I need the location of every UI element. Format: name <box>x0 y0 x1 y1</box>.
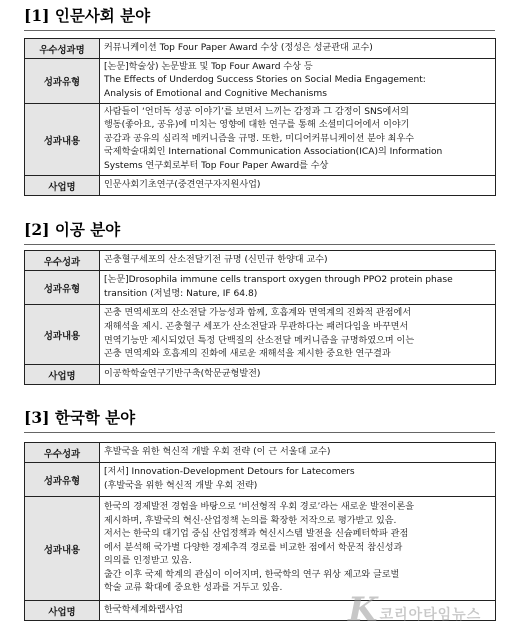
table-row <box>25 443 496 463</box>
section-title: [3] 한국학 분야 <box>24 408 136 427</box>
value-line: Systems 연구회로부터 Top Four Paper Award를 수상 <box>104 160 329 171</box>
value-line: 한국의 경제발전 경험을 바탕으로 ‘비선형적 우회 경로’라는 새로운 발전이론을 <box>104 501 415 512</box>
table-row <box>25 104 496 176</box>
value-line: 곤충 면역계와 호흡계의 진화에 새로운 재해석을 제시한 중요한 연구결과 <box>104 349 391 360</box>
row-value <box>100 463 496 497</box>
section-divider <box>24 432 495 433</box>
table-row <box>25 497 496 601</box>
value-line: The Effects of Underdog Success Stories on Social Media Engagement: <box>104 75 426 86</box>
row-value <box>100 305 496 365</box>
table-row <box>25 463 496 497</box>
row-value <box>100 104 496 176</box>
value-line: [논문]학술상) 논문발표 및 Top Four Award 수상 등 <box>104 61 313 72</box>
value-line: 재해석을 제시. 곤충혈구 세포가 산소전달과 무관하다는 패러다임을 바꾸면서 <box>104 321 409 332</box>
value-line: 국제학술대회인 International Communication Association(ICA)의 Information <box>104 147 443 158</box>
value-line: 사람들이 ‘언더독 성공 이야기’를 보면서 느끼는 감정과 그 감정이 SNS에서의 <box>104 106 409 117</box>
section-divider <box>24 244 495 245</box>
result-table <box>24 250 496 385</box>
table-row <box>25 305 496 365</box>
row-label: 성과유형 <box>25 59 100 104</box>
value-line: 에서 분석해 국가별 다양한 경제추격 경로를 비교한 점에서 학문적 참신성과 <box>104 542 403 553</box>
value-line: 제시하며, 후발국의 혁신·산업정책 논의를 확장한 저작으로 평가받고 있음. <box>104 515 397 526</box>
table-row <box>25 365 496 385</box>
value-line: [논문]Drosophila immune cells transport oxygen through PPO2 protein phase <box>104 274 453 285</box>
watermark-letter: K <box>348 590 378 630</box>
table-row <box>25 251 496 271</box>
table-row <box>25 59 496 104</box>
section-title: [1] 인문사회 분야 <box>24 6 151 25</box>
result-table <box>24 38 496 196</box>
section-title: [2] 이공 분야 <box>24 220 121 239</box>
table-row <box>25 176 496 196</box>
value-line: 공감과 공유의 심리적 메커니즘을 규명. 또한, 미디어커뮤니케이션 분야 최우수 <box>104 133 415 144</box>
row-value: 곤충혈구세포의 산소전달기전 규명 (신민규 한양대 교수) <box>100 251 496 271</box>
table-row <box>25 271 496 305</box>
row-label: 우수성과 <box>25 443 100 463</box>
value-line: 행동(좋아요, 공유)에 미치는 영향에 대한 연구를 통해 소셜미디어에서 이야기 <box>104 120 410 131</box>
row-label: 사업명 <box>25 365 100 385</box>
watermark-text: 코리아타임뉴스 <box>379 607 482 623</box>
section-divider <box>24 30 495 31</box>
value-line: [저서] Innovation-Development Detours for Latecomers <box>104 466 355 477</box>
table-row <box>25 39 496 59</box>
row-value <box>100 59 496 104</box>
row-label: 성과유형 <box>25 463 100 497</box>
row-label: 성과내용 <box>25 104 100 176</box>
result-table <box>24 442 496 621</box>
row-label: 성과내용 <box>25 305 100 365</box>
row-label: 우수성과명 <box>25 39 100 59</box>
row-value: 후발국을 위한 혁신적 개발 우회 전략 (이 근 서울대 교수) <box>100 443 496 463</box>
row-value: 이공학학술연구기반구축(학문균형발전) <box>100 365 496 385</box>
value-line: Analysis of Emotional and Cognitive Mechanisms <box>104 88 327 99</box>
row-value: 커뮤니케이션 Top Four Paper Award 수상 (정성은 성균관대 교수) <box>100 39 496 59</box>
row-value: 한국학세계화랩사업 <box>100 601 496 621</box>
value-line: (후발국을 위한 혁신적 개발 우회 전략) <box>104 480 258 491</box>
value-line: 저서는 한국의 대기업 중심 산업정책과 혁신시스템 발전을 신슘페터학파 관점 <box>104 529 409 540</box>
row-label: 성과유형 <box>25 271 100 305</box>
row-label: 사업명 <box>25 176 100 196</box>
row-value <box>100 497 496 601</box>
row-value: 인문사회기초연구(중견연구자지원사업) <box>100 176 496 196</box>
row-label: 우수성과 <box>25 251 100 271</box>
value-line: transition (저널명: Nature, IF 64.8) <box>104 288 258 299</box>
value-line: 곤충 면역세포의 산소전달 가능성과 함께, 호흡계와 면역계의 진화적 관점에서 <box>104 308 412 319</box>
value-line: 의의를 인정받고 있음. <box>104 556 192 567</box>
row-value <box>100 271 496 305</box>
table-row <box>25 601 496 621</box>
value-line: 학술 교류 확대에 중요한 성과를 거두고 있음. <box>104 583 283 594</box>
row-label: 사업명 <box>25 601 100 621</box>
value-line: 출간 이후 국제 학계의 관심이 이어지며, 한국학의 연구 위상 제고와 글로벌 <box>104 569 400 580</box>
row-label: 성과내용 <box>25 497 100 601</box>
value-line: 면역기능만 제시되었던 특정 단백질의 산소전달 메커니즘을 규명하였으며 이는 <box>104 335 415 346</box>
